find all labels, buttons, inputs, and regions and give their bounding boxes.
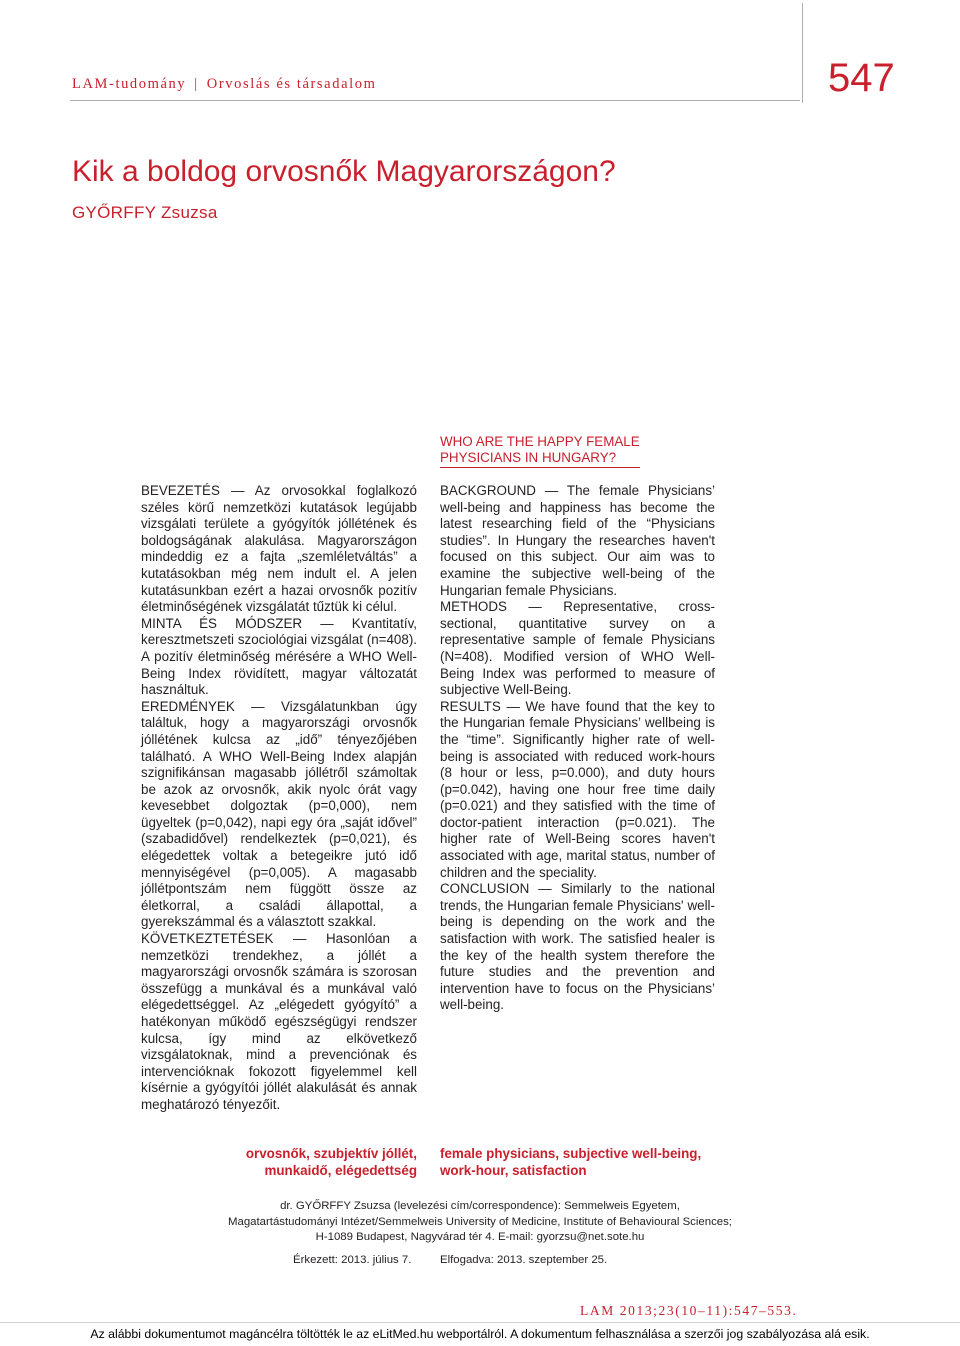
correspondence [120,1199,840,1246]
abstract-hungarian [141,483,417,1114]
header-rule [70,100,800,101]
abstract-en-paragraph: CONCLUSION — Similarly to the national trends, the Hungarian female Physicians' well-being is depending on the work and the satisfaction with work. The satisfied healer is the key of the health system therefore the future studies and the prevention and intervention have to focus on the Physicians’ well-being. [440,881,715,1013]
footer-rule [0,1322,960,1323]
abstract-hu-paragraph: KÖVETKEZTETÉSEK — Hasonlóan a nemzetközi trendekhez, a jóllét a magyarországi orvosnők számára is szorosan összefügg a munkával és a munkával való elégedettséggel. Az „elégedett gyógyító” a hatékonyan működő egészségügyi rendszer kulcsa, így mind az elkövetkező vizsgálatoknak, mind a prevenciónak és intervencióknak fokozott figyelemmel kell kísérnie a gyógyítói jóllét alakulását és annak meghatározó tényezőit. [141,931,417,1112]
header-vertical-rule [802,3,803,103]
abstract-en-paragraph: RESULTS — We have found that the key to the Hungarian female Physicians’ wellbeing is the “time”. Significantly higher rate of well-being is associated with reduced work-hours (8 hour or less, p=0.000), and duty hours (p=0.042), having one hour free time daily (p=0.021) and they satisfied with the time of doctor-patient interaction (p=0.021). The higher rate of Well-Being scores haven't associated with age, marital status, number of children and the speciality. [440,698,715,880]
footer-note: Az alábbi dokumentumot magáncélra töltötték le az eLitMed.hu webportálról. A dokumentum felhasználása a szerzői jog szabályozása alá esik. [90,1327,870,1341]
keywords-en-line: female physicians, subjective well-being, [440,1146,702,1161]
keywords-hu-line: munkaidő, elégedettség [264,1163,417,1178]
english-title: WHO ARE THE HAPPY FEMALE PHYSICIANS IN HUNGARY? [440,434,640,466]
article-author: GYŐRFFY Zsuzsa [72,203,218,222]
correspondence-line: H-1089 Budapest, Nagyvárad tér 4. E-mail: gyorzsu@net.sote.hu [315,1231,645,1243]
citation: LAM 2013;23(10–11):547–553. [580,1303,798,1318]
abstract-en-paragraph: METHODS — Representative, cross-sectional, quantitative survey on a representative sample of female Physicians (N=408). Modified version of WHO Well- Being Index was performed to measure of subjective Well-Being. [440,599,715,698]
journal-section: LAM-tudomány [72,76,187,92]
correspondence-line: Magatartástudományi Intézet/Semmelweis University of Medicine, Institute of Behavioural Sciences; [228,1215,732,1228]
abstract-en-paragraph: BACKGROUND — The female Physicians’ well-being and happiness has become the latest researching field of the “Physicians studies”. In Hungary the researches haven't focused on this subject. Our aim was to examine the subjective well-being of the Hungarian female Physicians. [440,483,715,598]
running-head [72,76,376,93]
keywords-english [440,1145,720,1179]
keywords-hungarian [210,1145,417,1179]
article-title: Kik a boldog orvosnők Magyarországon? [72,155,616,188]
accepted-date: Elfogadva: 2013. szeptember 25. [440,1254,608,1266]
running-head-separator: | [194,76,199,92]
section-title: Orvoslás és társadalom [206,76,377,92]
keywords-hu-line: orvosnők, szubjektív jóllét, [245,1146,417,1161]
abstract-hu-paragraph: EREDMÉNYEK — Vizsgálatunkban úgy találtuk, hogy a magyarországi orvosnők jóllétének kulcsa az „idő” tényezőjében található. A WHO Well-Being Index alapján szignifikánsan magasabb jóllétről számoltak be azok az orvosnők, akik nyolc órát vagy kevesebbet dolgoztak (p=0,000), nem ügyeltek (p=0,042), napi egy óra „saját idővel” (szabadidővel) rendelkeztek (p=0,021), és elégedettek voltak a betegeikre jutó idő mennyiségével (p=0,005). A magasabb jóllétpontszám nem függött össze az életkorral, a családi állapottal, a gyerekszámmal és a választott szakkal. [141,698,417,930]
correspondence-line: dr. GYŐRFFY Zsuzsa (levelezési cím/correspondence): Semmelweis Egyetem, [280,1200,680,1212]
abstract-english [440,483,715,1014]
abstract-hu-paragraph: BEVEZETÉS — Az orvosokkal foglalkozó széles körű nemzetközi kutatások legújabb vizsgálati területe a gyógyítók jóllétének és boldogságának alakulása. Magyarországon mindeddig ez a fajta „szemléletváltás” a kutatásokban még nem indult el. A jelen kutatásunkban ezért a hazai orvosnők pozitív életminőségének vizsgálatát tűztük ki célul. [141,483,417,615]
page-number: 547 [828,56,895,100]
english-title-rule [440,467,640,468]
abstract-hu-paragraph: MINTA ÉS MÓDSZER — Kvantitatív, keresztmetszeti szociológiai vizsgálat (n=408). A pozitív életminőség mérésére a WHO Well-Being Index rövidített, magyar változatát használtuk. [141,615,417,698]
received-date: Érkezett: 2013. július 7. [293,1254,412,1266]
keywords-en-line: work-hour, satisfaction [440,1163,587,1178]
